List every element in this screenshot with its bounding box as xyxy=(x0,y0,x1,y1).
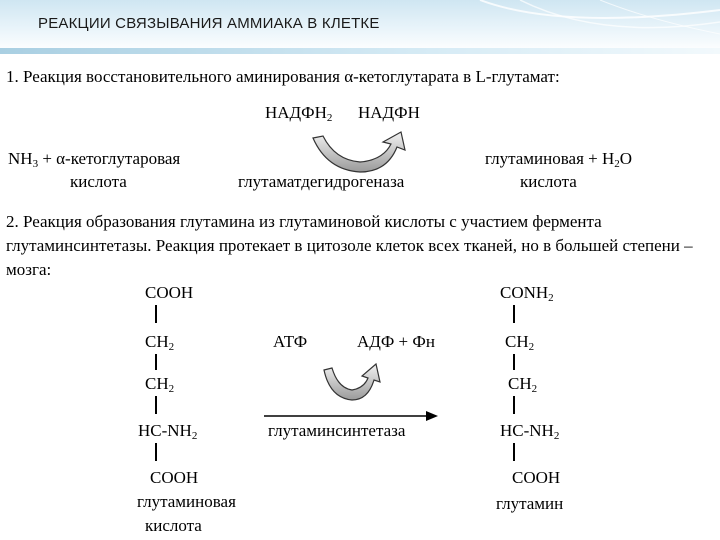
left-cooh-bottom: COOH xyxy=(150,468,199,487)
atp-label: АТФ xyxy=(273,332,308,351)
adp-pi-label: АДФ + Фн xyxy=(357,332,435,351)
left-bond-4 xyxy=(155,443,157,461)
left-bond-1 xyxy=(155,305,157,323)
reaction1-cofactor-arrow xyxy=(305,128,415,178)
reaction1-substrate-line2: кислота xyxy=(70,172,127,191)
cofactor-nadph: НАДФН xyxy=(358,103,420,122)
reaction2-cofactor-arrow xyxy=(320,362,390,412)
reaction1-heading: 1. Реакция восстановительного аминирования α-кетоглутарата в L-глутамат: xyxy=(6,67,560,86)
left-ch2-b: $CH_2$ xyxy=(145,374,175,395)
reaction1-product: глутаминовая + $Н_2О$ xyxy=(485,149,633,170)
left-bond-2 xyxy=(155,354,157,370)
right-bond-3 xyxy=(513,396,515,414)
reaction1-enzyme: глутаматдегидрогеназа xyxy=(238,172,405,191)
right-conh2: $CONH_2$ xyxy=(500,283,554,304)
left-hcnh2: $HC-NH_2$ xyxy=(138,421,198,442)
reaction2-enzyme: глутаминсинтетаза xyxy=(268,421,406,440)
slide-title: РЕАКЦИИ СВЯЗЫВАНИЯ АММИАКА В КЛЕТКЕ xyxy=(38,15,380,32)
reaction1-product-line2: кислота xyxy=(520,172,577,191)
right-bond-2 xyxy=(513,354,515,370)
right-bond-1 xyxy=(513,305,515,323)
left-name-line2: кислота xyxy=(145,516,202,535)
right-bond-4 xyxy=(513,443,515,461)
left-cooh-top: COOH xyxy=(145,283,194,302)
reaction2-paragraph: 2. Реакция образования глутамина из глутаминовой кислоты с участием фермента глутаминсинтетазы. Реакция протекает в цитозоле клеток всех тканей, но в большей степени – мозга: xyxy=(6,212,693,279)
right-name: глутамин xyxy=(496,494,564,513)
right-cooh: COOH xyxy=(512,468,561,487)
left-name-line1: глутаминовая xyxy=(137,492,236,511)
right-ch2-a: $CH_2$ xyxy=(505,332,535,353)
cofactor-nadph2: $НАДФН_2$ xyxy=(265,103,333,124)
right-ch2-b: $CH_2$ xyxy=(508,374,538,395)
left-ch2-a: $CH_2$ xyxy=(145,332,175,353)
reaction1-substrate: $NH_3$ + α-кетоглутаровая xyxy=(8,149,181,170)
left-bond-3 xyxy=(155,396,157,414)
right-hcnh2: $HC-NH_2$ xyxy=(500,421,560,442)
